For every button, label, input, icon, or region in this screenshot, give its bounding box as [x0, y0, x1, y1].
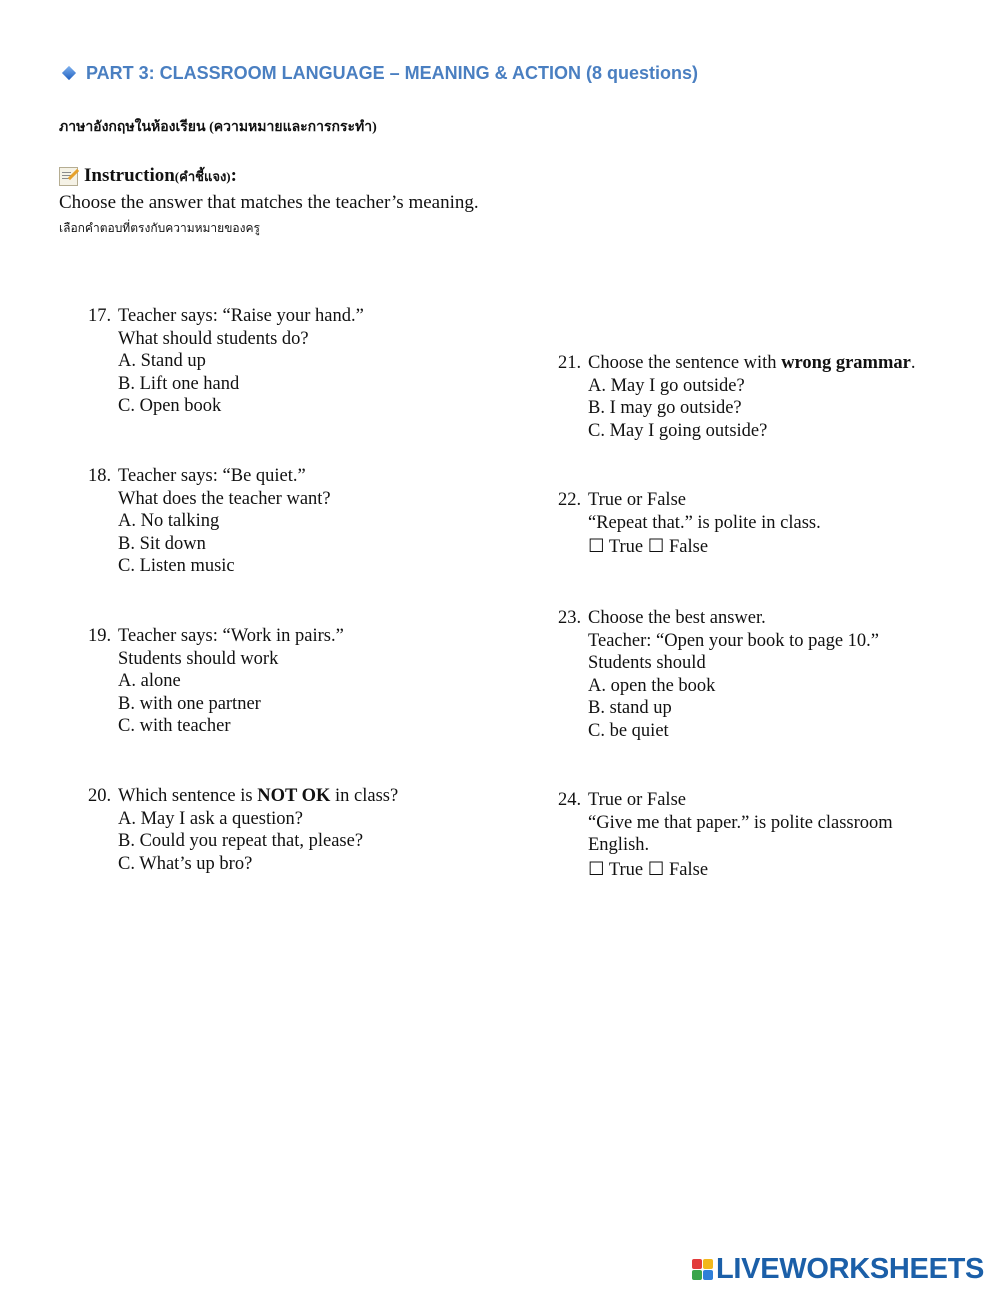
question-stem-pre: Which sentence is [118, 786, 258, 806]
part-title [61, 58, 698, 88]
question-stem-pre: Choose the sentence with [588, 353, 782, 373]
question-stem-post: in class? [330, 786, 399, 806]
question-number: 22. [558, 490, 582, 510]
question-stem-post: . [910, 353, 916, 373]
question-prompt-2: Students should [588, 653, 706, 674]
logo-text: LIVEWORKSHEETS [716, 1253, 985, 1285]
option-b[interactable]: B. with one partner [118, 693, 261, 714]
question-stem: True or False [588, 490, 686, 510]
diamond-icon [62, 66, 76, 80]
question-20 [88, 785, 398, 875]
option-b[interactable]: B. Could you repeat that, please? [118, 831, 364, 852]
liveworksheets-logo[interactable] [692, 1253, 984, 1286]
question-stem-emphasis: wrong grammar [781, 353, 911, 373]
option-a[interactable]: A. No talking [118, 511, 220, 532]
instruction-label-th: (คำชี้แจง) [174, 168, 231, 184]
question-prompt: “Repeat that.” is polite in class. [588, 512, 821, 533]
question-stem: Teacher says: “Work in pairs.” [118, 626, 344, 646]
true-false-checkboxes[interactable]: ☐ True ☐ False [588, 537, 709, 558]
thai-subtitle-paren: (ความหมายและการกระทำ) [209, 120, 377, 135]
question-prompt: Students should work [118, 648, 279, 669]
question-number: 24. [558, 790, 582, 810]
logo-block [692, 1270, 702, 1280]
question-stem: True or False [588, 790, 686, 810]
option-c[interactable]: C. Listen music [118, 556, 235, 577]
logo-block [703, 1259, 713, 1269]
question-prompt: What should students do? [118, 328, 309, 349]
option-a[interactable]: A. May I ask a question? [118, 808, 303, 829]
option-c[interactable]: C. be quiet [588, 720, 669, 741]
option-c[interactable]: C. What’s up bro? [118, 853, 253, 874]
question-number: 19. [88, 626, 112, 646]
option-a[interactable]: A. open the book [588, 675, 716, 696]
instruction-text: Choose the answer that matches the teacher’s meaning. [59, 192, 479, 213]
logo-block [703, 1270, 713, 1280]
question-18 [88, 465, 331, 578]
logo-blocks-icon [692, 1259, 713, 1280]
instruction-colon: : [230, 165, 237, 186]
question-stem-emphasis: NOT OK [257, 786, 331, 806]
question-prompt: “Give me that paper.” is polite classroom [588, 812, 893, 833]
question-number: 20. [88, 786, 112, 806]
logo-block [692, 1259, 702, 1269]
question-24 [558, 789, 893, 881]
question-number: 23. [558, 608, 582, 628]
option-b[interactable]: B. Sit down [118, 533, 206, 554]
instruction-text-th: เลือกคำตอบที่ตรงกับความหมายของครู [59, 221, 260, 235]
question-23 [558, 607, 879, 743]
part-title-text: PART 3: CLASSROOM LANGUAGE – MEANING & ACTION (8 questions) [86, 62, 699, 83]
option-c[interactable]: C. May I going outside? [588, 420, 768, 441]
question-17 [88, 305, 364, 418]
thai-subtitle [59, 116, 377, 138]
option-b[interactable]: B. I may go outside? [588, 398, 742, 419]
memo-icon [59, 167, 78, 186]
question-prompt: What does the teacher want? [118, 488, 331, 509]
question-number: 18. [88, 466, 112, 486]
option-b[interactable]: B. stand up [588, 698, 672, 719]
question-prompt-2: English. [588, 835, 650, 856]
option-c[interactable]: C. with teacher [118, 716, 231, 737]
option-a[interactable]: A. Stand up [118, 351, 206, 372]
option-a[interactable]: A. May I go outside? [588, 375, 745, 396]
question-stem: Teacher says: “Be quiet.” [118, 466, 306, 486]
question-22 [558, 489, 821, 559]
option-c[interactable]: C. Open book [118, 396, 222, 417]
true-false-checkboxes[interactable]: ☐ True ☐ False [588, 859, 709, 880]
question-stem: Choose the best answer. [588, 608, 766, 628]
question-number: 21. [558, 353, 582, 373]
question-21 [558, 352, 915, 442]
question-19 [88, 625, 344, 738]
question-prompt: Teacher: “Open your book to page 10.” [588, 630, 879, 651]
instruction-label: Instruction [84, 165, 175, 186]
question-stem: Teacher says: “Raise your hand.” [118, 306, 364, 326]
thai-subtitle-main: ภาษาอังกฤษในห้องเรียน [59, 120, 210, 135]
option-a[interactable]: A. alone [118, 671, 181, 692]
question-number: 17. [88, 306, 112, 326]
option-b[interactable]: B. Lift one hand [118, 373, 240, 394]
instruction-heading [59, 165, 237, 187]
